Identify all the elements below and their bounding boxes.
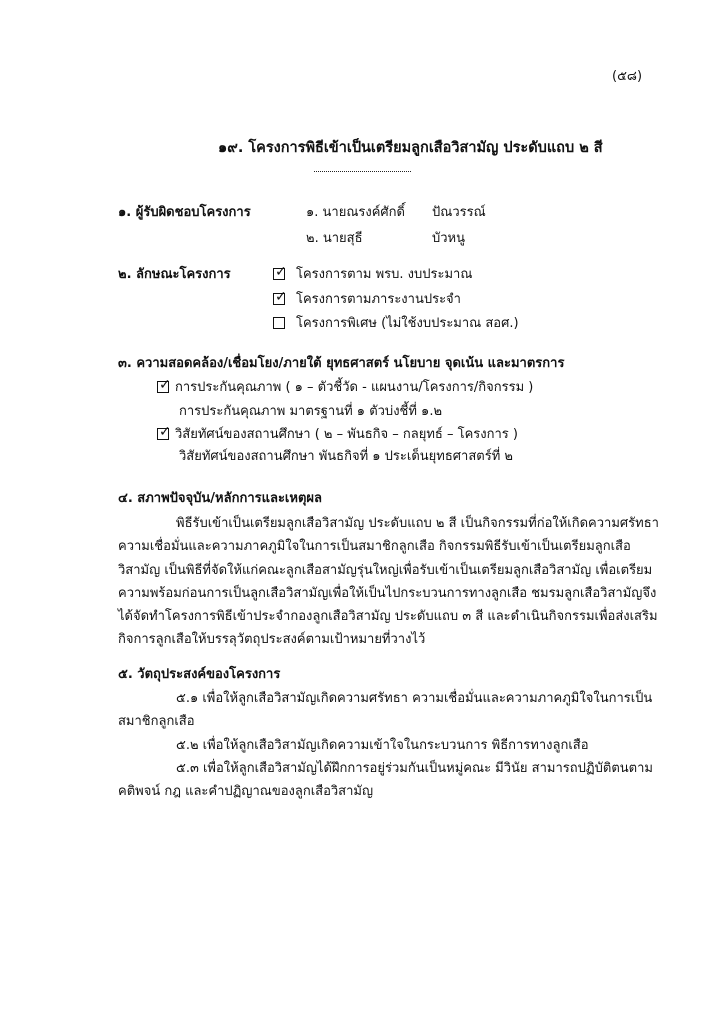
document-title: ๑๙. โครงการพิธีเข้าเป็นเตรียมลูกเสือวิสามัญ ประดับแถบ ๒ สี (218, 140, 603, 156)
objective-line-2: สมาชิกลูกเสือ (118, 714, 195, 729)
project-type-option-3: โครงการพิเศษ (ไม่ใช้งบประมาณ สอศ.) (296, 316, 519, 331)
rationale-line-5: ได้จัดทำโครงการพิธีเข้าประจำกองลูกเสือวิสามัญ ประดับแถบ ๓ สี และดำเนินกิจกรรมเพื่อส่งเสริม (118, 609, 658, 624)
rationale-line-6: กิจการลูกเสือให้บรรลุวัตถุประสงค์ตามเป้าหมายที่วางไว้ (118, 632, 426, 647)
project-type-checkbox-1 (273, 264, 287, 280)
project-type-checkbox-2 (273, 289, 287, 305)
alignment-item-1-detail: การประกันคุณภาพ มาตรฐานที่ ๑ ตัวบ่งชี้ที่ ๑.๒ (179, 404, 443, 419)
checkmark-icon: ✓ (159, 377, 171, 393)
rationale-line-2: ความเชื่อมั่นและความภาคภูมิใจในการเป็นสมาชิกลูกเสือ กิจกรรมพิธีรับเข้าเป็นเตรียมลูกเสือ (118, 539, 631, 554)
section3-heading: ๓. ความสอดคล้อง/เชื่อมโยง/ภายใต้ ยุทธศาสตร์ นโยบาย จุดเน้น และมาตรการ (118, 356, 565, 371)
objective-line-1: ๕.๑ เพื่อให้ลูกเสือวิสามัญเกิดความศรัทธา ความเชื่อมั่นและความภาคภูมิใจในการเป็น (176, 691, 653, 706)
section2-heading: ๒. ลักษณะโครงการ (118, 267, 231, 282)
rationale-line-4: ความพร้อมก่อนการเป็นลูกเสือวิสามัญเพื่อให้เป็นไปกระบวนการทางลูกเสือ ชมรมลูกเสือวิสามัญจึง (118, 586, 657, 601)
checkmark-icon: ✓ (275, 289, 287, 305)
section5-heading: ๕. วัตถุประสงค์ของโครงการ (118, 667, 281, 682)
project-type-checkbox-3 (273, 317, 285, 329)
page-number: (๕๘) (612, 69, 643, 84)
checkmark-icon: ✓ (275, 264, 287, 280)
alignment-checkbox-1 (157, 377, 171, 393)
alignment-checkbox-2 (157, 424, 171, 440)
rationale-line-1: พิธีรับเข้าเป็นเตรียมลูกเสือวิสามัญ ประดับแถบ ๒ สี เป็นกิจกรรมที่ก่อให้เกิดความศรัทธา (176, 516, 659, 531)
responsible-person-2-name: ๒. นายสุธี (306, 231, 363, 246)
objective-line-3: ๕.๒ เพื่อให้ลูกเสือวิสามัญเกิดความเข้าใจในกระบวนการ พิธีการทางลูกเสือ (176, 738, 589, 753)
alignment-item-2-detail: วิสัยทัศน์ของสถานศึกษา พันธกิจที่ ๑ ประเด็นยุทธศาสตร์ที่ ๒ (179, 449, 513, 464)
title-separator (314, 171, 411, 172)
checkmark-icon: ✓ (159, 424, 171, 440)
section1-heading: ๑. ผู้รับผิดชอบโครงการ (118, 205, 251, 220)
responsible-person-1-name: ๑. นายณรงค์ศักดิ์ (306, 205, 405, 220)
alignment-item-2: วิสัยทัศน์ของสถานศึกษา ( ๒ – พันธกิจ – กลยุทธ์ – โครงการ ) (175, 427, 518, 442)
responsible-person-2-surname: บัวหนู (432, 231, 466, 246)
section4-heading: ๔. สภาพปัจจุบัน/หลักการและเหตุผล (118, 491, 322, 506)
objective-line-4: ๕.๓ เพื่อให้ลูกเสือวิสามัญได้ฝึกการอยู่ร่วมกันเป็นหมู่คณะ มีวินัย สามารถปฏิบัติตนตาม (176, 761, 653, 776)
alignment-item-1: การประกันคุณภาพ ( ๑ – ตัวชี้วัด - แผนงาน/โครงการ/กิจกรรม ) (175, 380, 534, 395)
responsible-person-1-surname: ปัณวรรณ์ (432, 205, 486, 220)
project-type-option-1: โครงการตาม พรบ. งบประมาณ (296, 267, 473, 282)
project-type-option-2: โครงการตามภาระงานประจำ (296, 292, 461, 307)
rationale-line-3: วิสามัญ เป็นพิธีที่จัดให้แก่คณะลูกเสือสามัญรุ่นใหญ่เพื่อรับเข้าเป็นเตรียมลูกเสือวิสามัญ เพื่อเตรียม (118, 563, 653, 578)
objective-line-5: คติพจน์ กฎ และคำปฏิญาณของลูกเสือวิสามัญ (118, 784, 374, 799)
